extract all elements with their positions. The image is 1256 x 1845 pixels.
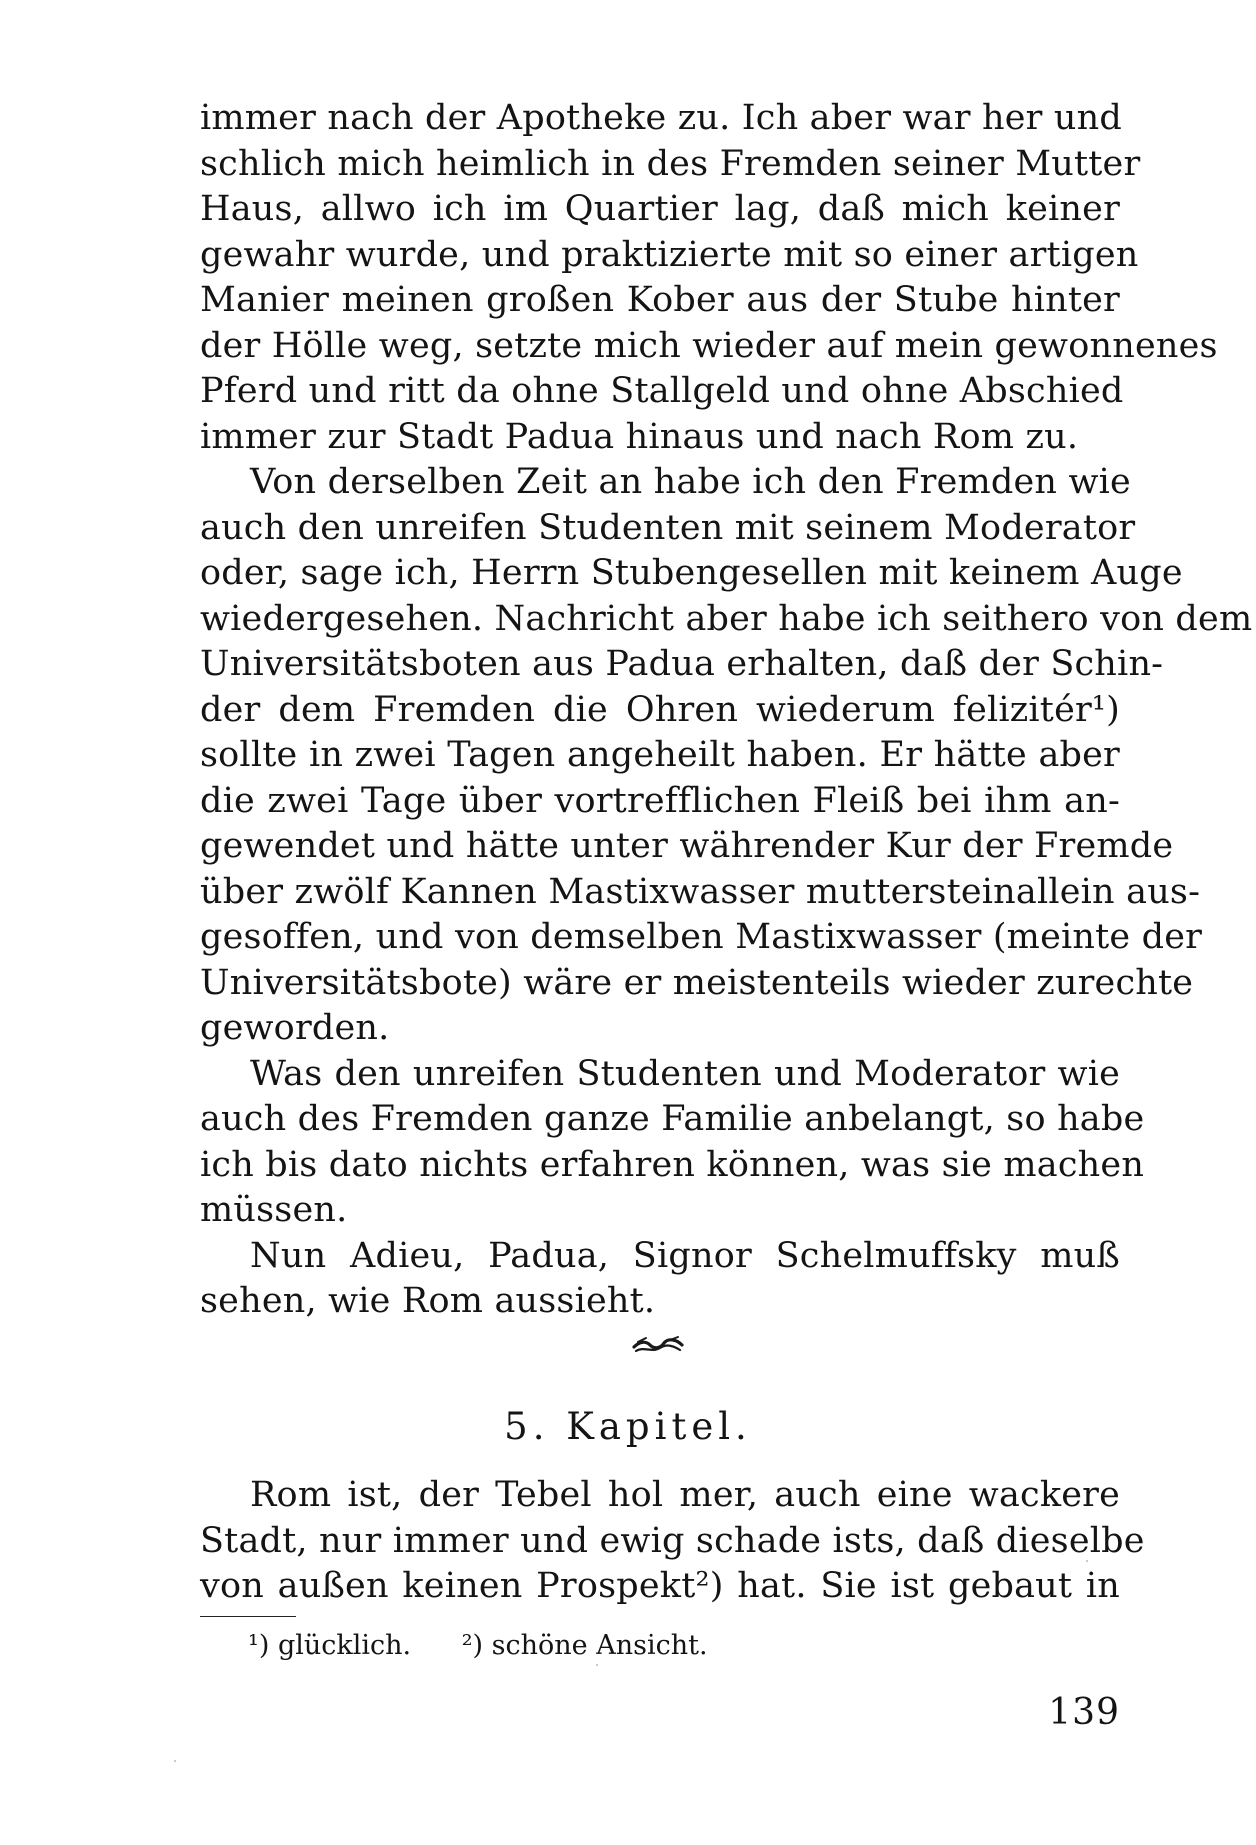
text-line: Universitätsboten aus Padua erhalten, daß der Schin- [200,644,1164,684]
text-line: der Hölle weg, setzte mich wieder auf mein gewonnenes [200,325,1218,366]
text-line: gewahr wurde, und praktizierte mit so einer artigen [200,234,1139,275]
text-line: Haus, allwo ich im Quartier lag, daß mich keiner [200,189,1120,229]
chapter-text-block [200,1473,1145,1610]
text-line: über zwölf Kannen Mastixwasser muttersteinallein aus- [200,871,1201,912]
text-line: Nun Adieu, Padua, Signor Schelmuffsky muß [250,1235,1120,1276]
page-number: 139 [1048,1692,1120,1733]
chapter-heading: 5. Kapitel. [504,1405,752,1448]
text-line: die zwei Tage über vortrefflichen Fleiß bei ihm an- [200,780,1120,821]
paper-speck [596,1664,598,1666]
text-line: geworden. [200,1008,390,1048]
footnote-divider [200,1616,296,1617]
text-line: Universitätsbote) wäre er meistenteils wieder zurechte [200,962,1194,1003]
footnote-2: ²) schöne Ansicht. [461,1630,708,1661]
footnotes [248,1626,750,1666]
text-line: Pferd und ritt da ohne Stallgeld und ohne Abschied [200,371,1124,411]
text-line: ich bis dato nichts erfahren können, was sie machen [200,1144,1145,1185]
text-line: Rom ist, der Tebel hol mer, auch eine wackere [250,1475,1120,1515]
text-line: Manier meinen großen Kober aus der Stube hinter [200,280,1120,320]
text-line: immer zur Stadt Padua hinaus und nach Rom zu. [200,416,1079,457]
text-line: wiedergesehen. Nachricht aber habe ich seithero von dem [200,598,1253,639]
text-line: Stadt, nur immer und ewig schade ists, daß dieselbe [200,1520,1145,1561]
text-line: Was den unreifen Studenten und Moderator wie [250,1053,1120,1094]
footnote-1: ¹) glücklich. [248,1630,412,1661]
paper-speck [1086,1560,1088,1562]
section-ornament-icon [632,1333,684,1357]
text-line: gesoffen, und von demselben Mastixwasser (meinte der [200,917,1203,957]
text-line: auch den unreifen Studenten mit seinem Moderator [200,507,1136,548]
text-line: müssen. [200,1190,348,1230]
text-line: der dem Fremden die Ohren wiederum felizitér¹) [200,689,1120,730]
text-line: auch des Fremden ganze Familie anbelangt, so habe [200,1099,1145,1139]
main-text-block [200,96,1253,1325]
text-line: oder, sage ich, Herrn Stubengesellen mit keinem Auge [200,553,1183,593]
text-line: Von derselben Zeit an habe ich den Fremden wie [250,462,1131,502]
text-line: immer nach der Apotheke zu. Ich aber war her und [200,98,1122,138]
text-line: gewendet und hätte unter währender Kur der Fremde [200,826,1174,866]
text-line: von außen keinen Prospekt²) hat. Sie ist gebaut in [200,1566,1120,1606]
text-line: sehen, wie Rom aussieht. [200,1281,656,1321]
text-line: schlich mich heimlich in des Fremden seiner Mutter [200,143,1141,184]
text-line: sollte in zwei Tagen angeheilt haben. Er hätte aber [200,735,1120,775]
paper-speck [174,1760,176,1762]
